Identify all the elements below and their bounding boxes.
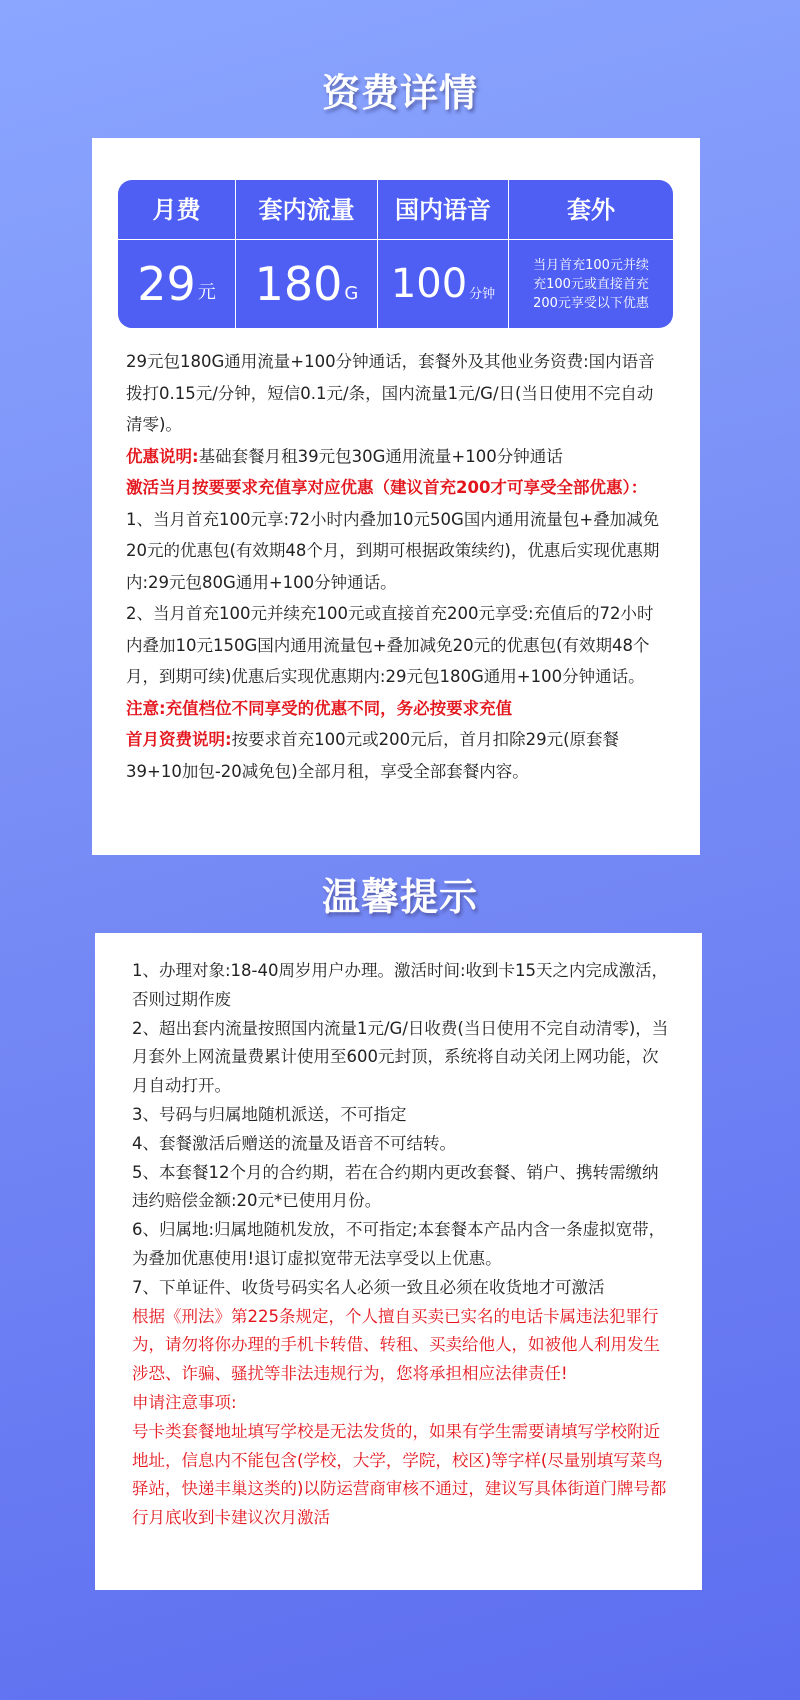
tip-item: 7、下单证件、收货号码实名人必须一致且必须在收货地才可激活: [132, 1277, 605, 1297]
tip-item: 6、归属地:归属地随机发放，不可指定;本套餐本产品内含一条虚拟宽带，为叠加优惠使用!退订虚拟宽带无法享受以上优惠。: [132, 1220, 666, 1268]
tip-item: 2、超出套内流量按照国内流量1元/G/日收费(当日使用不完自动清零)，当月套外上网流量费累计使用至600元封顶，系统将自动关闭上网功能，次月自动打开。: [132, 1018, 669, 1096]
price-col-fee: [118, 180, 236, 328]
promo-label: 优惠说明:: [126, 446, 199, 466]
offer-item-1: 1、当月首充100元享:72小时内叠加10元50G国内通用流量包+叠加减免20元的优惠包(有效期48个月，到期可根据政策续约)，优惠后实现优惠期内:29元包80G通用+100分钟通话。: [126, 509, 660, 592]
legal-warning: 根据《刑法》第225条规定，个人擅自买卖已实名的电话卡属违法犯罪行为，请勿将你办理的手机卡转借、转租、买卖给他人，如被他人利用发生涉恐、诈骗、骚扰等非法违规行为，您将承担相应法律责任!: [132, 1306, 660, 1384]
recharge-warning: 注意:充值档位不同享受的优惠不同，务必按要求充值: [126, 698, 513, 718]
price-value-fee: [118, 240, 235, 328]
tip-item: 3、号码与归属地随机派送，不可指定: [132, 1104, 407, 1124]
price-value-data: [236, 240, 377, 328]
data-unit: G: [344, 283, 359, 304]
voice-number: 100: [390, 261, 468, 307]
first-month-label: 首月资费说明:: [126, 730, 232, 749]
price-value-voice: [378, 240, 508, 328]
price-col-data: [236, 180, 378, 328]
pricing-card: [92, 138, 700, 855]
apply-notes-text: 号卡类套餐地址填写学校是无法发货的，如果有学生需要请填写学校附近地址，信息内不能包含(学校，大学，学院，校区)等字样(尽量别填写菜鸟驿站，快递丰巢这类的)以防运营商审核不通过，建议写具体街道门牌号都行月底收到卡建议次月激活: [132, 1421, 667, 1528]
fee-unit: 元: [197, 282, 216, 303]
price-col-voice: [378, 180, 509, 328]
tips-card: [95, 933, 702, 1590]
promo-line: [126, 441, 666, 473]
tip-item: 1、办理对象:18-40周岁用户办理。激活时间:收到卡15天之内完成激活，否则过期作废: [132, 961, 669, 1009]
voice-unit: 分钟: [469, 287, 496, 302]
section-title-pricing: 资费详情: [321, 71, 478, 115]
fee-number: 29: [137, 257, 196, 311]
price-header-fee: 月费: [118, 180, 235, 240]
pricing-paragraph: 29元包180G通用流量+100分钟通话，套餐外及其他业务资费:国内语音拨打0.15元/分钟，短信0.1元/条，国内流量1元/G/日(当日使用不完自动清零)。: [126, 352, 655, 434]
price-header-data: 套内流量: [236, 180, 377, 240]
activation-note: 激活当月按要要求充值享对应优惠（建议首充200才可享受全部优惠）：: [126, 478, 648, 497]
first-month-text: 按要求首充100元或200元后，首月扣除29元(原套餐39+10加包-20减免包)全部月租，享受全部套餐内容。: [126, 730, 620, 781]
section-title-tips: 温馨提示: [321, 875, 478, 919]
promo-text: 基础套餐月租39元包30G通用流量+100分钟通话: [198, 446, 563, 466]
tip-item: 4、套餐激活后赠送的流量及语音不可结转。: [132, 1133, 456, 1153]
data-number: 180: [254, 257, 343, 311]
apply-notes-title: 申请注意事项:: [132, 1392, 237, 1412]
tip-item: 5、本套餐12个月的合约期，若在合约期内更改套餐、销户、携转需缴纳违约赔偿金额:20元*已使用月份。: [132, 1162, 659, 1211]
price-header-voice: 国内语音: [378, 180, 508, 240]
price-col-extra: [509, 180, 673, 328]
tips-list: [132, 957, 672, 1533]
price-header-extra: 套外: [509, 180, 673, 240]
pricing-details: [126, 346, 666, 787]
offer-item-2: 2、当月首充100元并续充100元或直接首充200元享受:充值后的72小时内叠加10元150G国内通用流量包+叠加减免20元的优惠包(有效期48个月，到期可续)优惠后实现优惠期内:29元包180G通用+100分钟通话。: [126, 604, 654, 686]
extra-note: 当月首充100元并续 充100元或直接首充 200元享受以下优惠: [533, 257, 649, 311]
first-month-line: [126, 724, 666, 787]
price-table: [118, 180, 673, 328]
price-value-extra: [509, 240, 673, 328]
